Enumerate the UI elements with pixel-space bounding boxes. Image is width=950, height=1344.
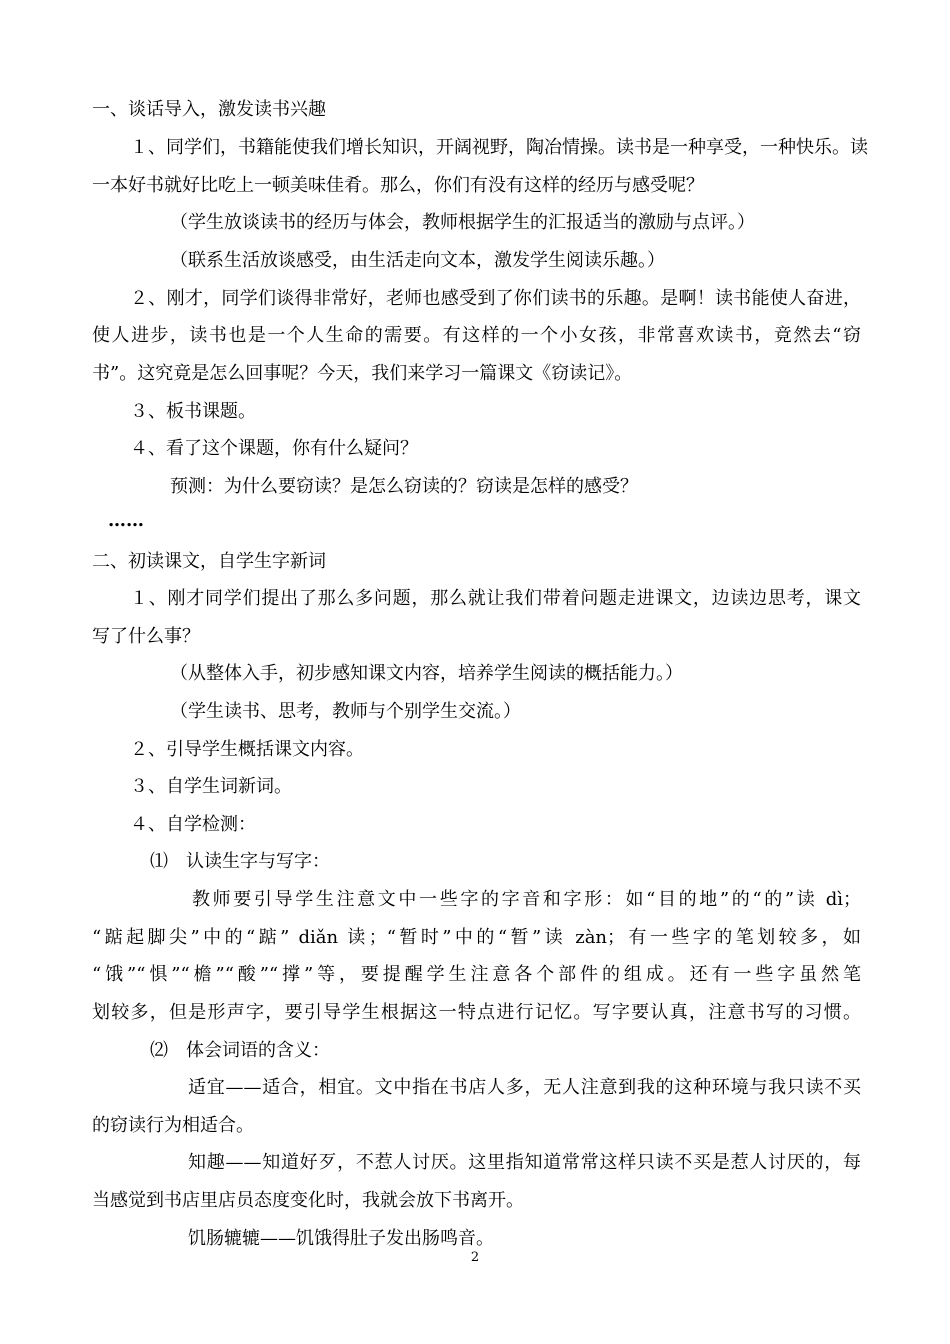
page-number: 2 [470,1250,480,1265]
definition-line: 知趣——知道好歹，不惹人讨厌。这里指知道常常这样只读不买是惹人讨厌的，每 [188,1152,861,1173]
list-item: ３、板书课题。 [130,401,256,422]
paragraph-line: 写了什么事？ [92,626,200,647]
definition-line: 当感觉到书店里店员态度变化时，我就会放下书离开。 [92,1190,524,1211]
paragraph-line: 一本好书就好比吃上一顿美味佳肴。那么，你们有没有这样的经历与感受呢？ [92,175,704,196]
list-item: ３、自学生词新词。 [130,776,292,797]
definition-line: 的窃读行为相适合。 [92,1115,254,1136]
sub-item-heading: ⑴ 认读生字与写字： [150,851,330,872]
note-line: （学生读书、思考，教师与个别学生交流。） [170,701,521,722]
note-line: （从整体入手，初步感知课文内容，培养学生阅读的概括能力。） [170,663,683,684]
paragraph-line: 使人进步，读书也是一个人生命的需要。有这样的一个小女孩，非常喜欢读书，竟然去“窃 [92,325,861,346]
paragraph-line: １、同学们，书籍能使我们增长知识，开阔视野，陶冶情操。读书是一种享受，一种快乐。读 [130,137,868,158]
ellipsis: …… [108,510,144,531]
paragraph-line: 书”。这究竟是怎么回事呢？今天，我们来学习一篇课文《窃读记》。 [92,363,633,384]
definition-line: 饥肠辘辘——饥饿得肚子发出肠鸣音。 [188,1228,494,1249]
section-heading-1: 一、谈话导入，激发读书兴趣 [92,99,326,120]
section-heading-2: 二、初读课文，自学生字新词 [92,551,326,572]
prediction-line: 预测：为什么要窃读？是怎么窃读的？窃读是怎样的感受？ [170,476,638,497]
definition-line: 适宜——适合，相宜。文中指在书店人多，无人注意到我的这种环境与我只读不买 [188,1077,861,1098]
paragraph-line: １、刚才同学们提出了那么多问题，那么就让我们带着问题走进课文，边读边思考，课文 [130,588,861,609]
paragraph-line: 划较多，但是形声字，要引导学生根据这一特点进行记忆。写字要认真，注意书写的习惯。 [92,1002,861,1023]
paragraph-line: 教师要引导学生注意文中一些字的字音和字形：如“目的地”的“的”读 dì； [192,889,861,910]
paragraph-line: ２、刚才，同学们谈得非常好，老师也感受到了你们读书的乐趣。是啊！读书能使人奋进， [130,288,861,309]
note-line: （学生放谈读书的经历与体会，教师根据学生的汇报适当的激励与点评。） [170,212,755,233]
list-item: ４、自学检测： [130,814,256,835]
paragraph-line: “饿”“惧”“檐”“酸”“撑”等，要提醒学生注意各个部件的组成。还有一些字虽然笔 [92,964,861,985]
note-line: （联系生活放谈感受，由生活走向文本，激发学生阅读乐趣。） [170,250,665,271]
list-item: ２、引导学生概括课文内容。 [130,739,364,760]
paragraph-line: “踮起脚尖”中的“踮” diǎn 读；“暂时”中的“暂”读 zàn；有一些字的笔划较多，如 [92,927,861,948]
sub-item-heading: ⑵ 体会词语的含义： [150,1040,330,1061]
list-item: ４、看了这个课题，你有什么疑问？ [130,438,418,459]
